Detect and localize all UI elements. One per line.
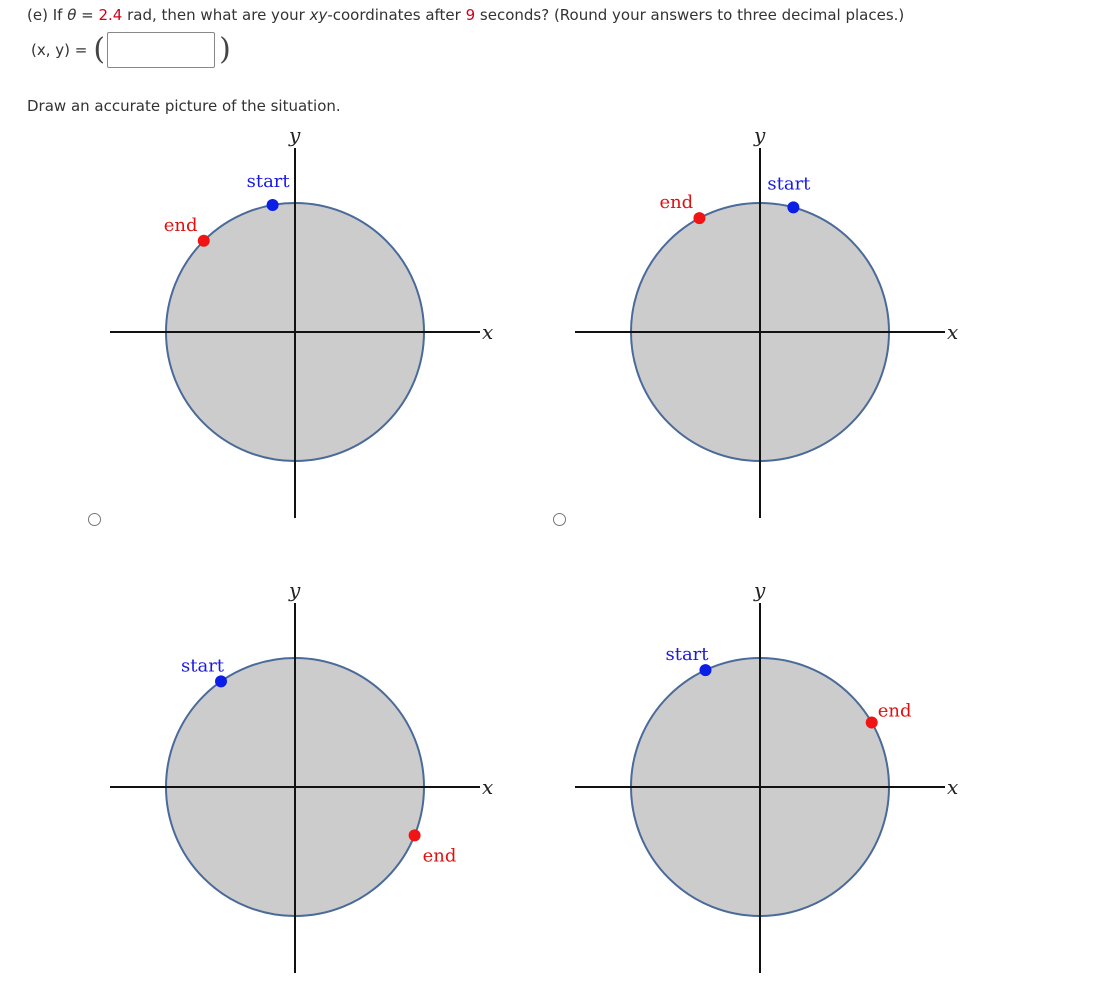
- y-axis-label: y: [754, 123, 766, 147]
- equals-sign: =: [76, 6, 99, 24]
- answer-label: (x, y) =: [31, 41, 88, 59]
- start-label: start: [767, 173, 811, 195]
- theta-symbol: θ: [67, 6, 77, 24]
- answer-row: [31, 32, 231, 68]
- start-label: start: [181, 655, 225, 677]
- question-text-a: rad, then what are your: [122, 6, 310, 24]
- option-graph-1[interactable]: [110, 123, 494, 530]
- start-point: [215, 675, 227, 687]
- start-point: [787, 201, 799, 213]
- start-point: [267, 199, 279, 211]
- start-point: [699, 664, 711, 676]
- y-axis-label: y: [289, 578, 301, 602]
- seconds-value: 9: [465, 6, 476, 24]
- start-label: start: [246, 170, 290, 192]
- open-paren: (: [93, 32, 106, 67]
- instruction-text: Draw an accurate picture of the situation.: [27, 97, 341, 115]
- question-text-c: seconds? (Round your answers to three decimal places.): [475, 6, 905, 24]
- xy-term: xy: [309, 6, 328, 24]
- question-part: (e) If: [27, 6, 68, 24]
- option-radio-2[interactable]: [553, 513, 566, 526]
- end-label: end: [163, 214, 198, 236]
- y-axis-label: y: [754, 578, 766, 602]
- option-radio-1[interactable]: [88, 513, 101, 526]
- theta-value: 2.4: [98, 6, 123, 24]
- question-text-b: -coordinates after: [327, 6, 466, 24]
- x-axis-label: x: [947, 775, 959, 799]
- end-point: [693, 212, 705, 224]
- end-point: [866, 717, 878, 729]
- close-paren: ): [219, 32, 231, 67]
- end-point: [409, 829, 421, 841]
- end-label: end: [877, 700, 912, 722]
- answer-input[interactable]: [107, 32, 215, 68]
- y-axis-label: y: [289, 123, 301, 147]
- option-graph-4[interactable]: [575, 578, 959, 985]
- end-point: [198, 235, 210, 247]
- start-label: start: [665, 644, 709, 666]
- option-graph-3[interactable]: [110, 578, 494, 985]
- x-axis-label: x: [482, 775, 494, 799]
- end-label: end: [659, 192, 694, 214]
- x-axis-label: x: [947, 320, 959, 344]
- option-graph-2[interactable]: [575, 123, 959, 530]
- x-axis-label: x: [482, 320, 494, 344]
- end-label: end: [422, 845, 457, 867]
- question-text: [27, 6, 904, 24]
